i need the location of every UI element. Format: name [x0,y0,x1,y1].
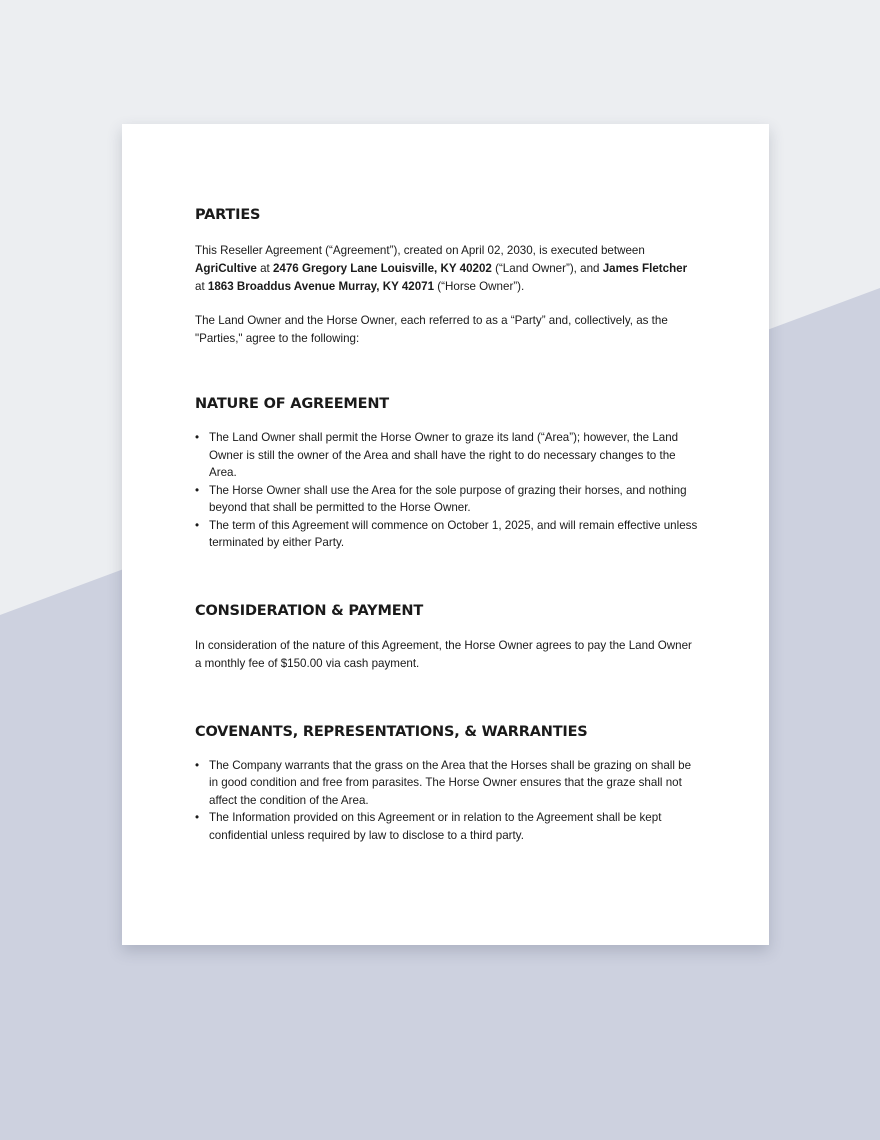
heading-parties: PARTIES [195,207,261,223]
land-owner-name: AgriCultive [195,262,257,275]
list-item: • The Land Owner shall permit the Horse Owner to graze its land (“Area”); however, the Land Owner is still the owner of the Area and shall have the right to do necessary changes to the Area. [195,429,699,482]
list-item: • The term of this Agreement will commence on October 1, 2025, and will remain effective unless terminated by either Party. [195,517,699,552]
horse-owner-name: James Fletcher [602,262,688,275]
heading-covenants: COVENANTS, REPRESENTATIONS, & WARRANTIES [195,723,588,740]
parties-paragraph-2: The Land Owner and the Horse Owner, each referred to as a “Party” and, collectively, as the "Parties," agree to the following: [195,314,668,345]
nature-list [195,429,699,552]
horse-owner-address: 1863 Broaddus Avenue Murray, KY 42071 [207,280,435,293]
parties-text: (“Horse Owner”). [434,280,525,293]
parties-text: (“Land Owner”), and [491,262,603,275]
list-item: • The Company warrants that the grass on the Area that the Horses shall be grazing on shall be in good condition and free from parasites. The Horse Owner ensures that the graze shall not affect the condition of the Area. [195,757,699,810]
document-page [122,124,769,945]
parties-text: at [195,280,208,293]
list-item: • The Information provided on this Agreement or in relation to the Agreement shall be kept confidential unless required by law to disclose to a third party. [195,809,699,844]
heading-consideration-payment: CONSIDERATION & PAYMENT [195,602,424,619]
parties-paragraph-1 [195,242,699,296]
parties-text: This Reseller Agreement (“Agreement”), created on April 02, 2030, is executed between [195,244,645,257]
list-item: • The Horse Owner shall use the Area for the sole purpose of grazing their horses, and nothing beyond that shall be permitted to the Horse Owner. [195,482,699,517]
consideration-paragraph: In consideration of the nature of this Agreement, the Horse Owner agrees to pay the Land Owner a monthly fee of $150.00 via cash payment. [195,638,692,670]
covenants-list [195,757,699,845]
land-owner-address: 2476 Gregory Lane Louisville, KY 40202 [272,262,492,275]
heading-nature-of-agreement: NATURE OF AGREEMENT [195,396,389,412]
parties-text: at [256,262,273,275]
